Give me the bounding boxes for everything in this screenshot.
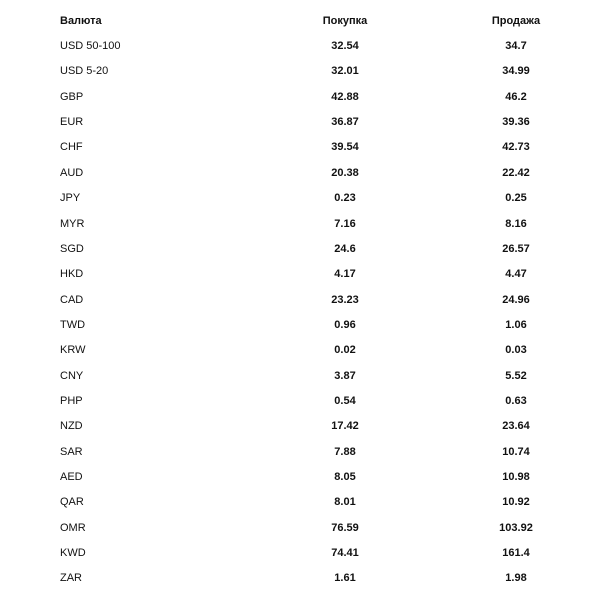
buy-rate: 76.59: [331, 521, 359, 534]
buy-rate: 7.16: [334, 217, 356, 230]
currency-name: HKD: [60, 268, 84, 281]
sell-rate: 8.16: [505, 217, 527, 230]
currency-name: EUR: [60, 116, 84, 129]
currency-name: CHF: [60, 141, 83, 154]
sell-rate: 0.63: [505, 394, 527, 407]
buy-rate: 0.02: [334, 344, 356, 357]
currency-name: SAR: [60, 445, 83, 458]
sell-rate: 0.25: [505, 192, 527, 205]
buy-rate: 20.38: [331, 166, 359, 179]
buy-rate: 0.54: [334, 394, 356, 407]
table-row: [0, 465, 605, 490]
table-row: [0, 135, 605, 160]
buy-rate: 4.17: [334, 268, 356, 281]
sell-rate: 4.47: [505, 268, 527, 281]
buy-rate: 23.23: [331, 293, 359, 306]
header-sell: Продажа: [491, 15, 541, 27]
sell-rate: 10.98: [502, 471, 530, 483]
currency-name: CAD: [60, 293, 84, 306]
table-row: [0, 389, 605, 414]
table-row: [0, 212, 605, 237]
table-row: [0, 34, 605, 59]
sell-rate: 103.92: [499, 521, 533, 534]
currency-name: GBP: [60, 90, 84, 103]
table-row: [0, 237, 605, 262]
table-row: [0, 186, 605, 211]
table-row: [0, 59, 605, 84]
currency-name: SGD: [60, 242, 84, 255]
buy-rate: 8.01: [334, 496, 356, 509]
sell-rate: 23.64: [502, 420, 530, 433]
header-currency: Валюта: [60, 15, 102, 27]
sell-rate: 26.57: [502, 242, 530, 255]
table-header: [0, 9, 605, 34]
sell-rate: 46.2: [505, 90, 527, 103]
currency-name: ZAR: [60, 572, 82, 585]
table-row: [0, 85, 605, 110]
buy-rate: 8.05: [334, 471, 356, 483]
buy-rate: 32.54: [331, 40, 359, 52]
currency-name: QAR: [60, 496, 84, 509]
buy-rate: 3.87: [334, 369, 356, 382]
buy-rate: 36.87: [331, 116, 359, 129]
table-row: [0, 516, 605, 541]
currency-name: USD 50-100: [60, 40, 121, 52]
table-row: [0, 440, 605, 465]
sell-rate: 34.99: [502, 65, 530, 78]
currency-name: MYR: [60, 217, 85, 230]
buy-rate: 1.61: [334, 572, 356, 585]
currency-name: PHP: [60, 394, 83, 407]
sell-rate: 10.74: [502, 445, 530, 458]
table-row: [0, 110, 605, 135]
table-row: [0, 490, 605, 515]
buy-rate: 74.41: [331, 547, 359, 559]
sell-rate: 161.4: [502, 547, 530, 559]
table-row: [0, 313, 605, 338]
table-row: [0, 541, 605, 566]
currency-name: AUD: [60, 166, 84, 179]
currency-name: AED: [60, 471, 83, 483]
currency-name: OMR: [60, 521, 86, 534]
currency-name: CNY: [60, 369, 84, 382]
currency-name: NZD: [60, 420, 83, 433]
buy-rate: 17.42: [331, 420, 359, 433]
table-row: [0, 262, 605, 287]
buy-rate: 39.54: [331, 141, 359, 154]
buy-rate: 0.23: [334, 192, 356, 205]
table-row: [0, 414, 605, 439]
header-buy: Покупка: [322, 15, 368, 27]
sell-rate: 5.52: [505, 369, 527, 382]
sell-rate: 39.36: [502, 116, 530, 129]
buy-rate: 7.88: [334, 445, 356, 458]
sell-rate: 1.06: [505, 318, 527, 331]
table-row: [0, 364, 605, 389]
currency-name: USD 5-20: [60, 65, 109, 78]
buy-rate: 32.01: [331, 65, 359, 78]
sell-rate: 24.96: [502, 293, 530, 306]
currency-name: KRW: [60, 344, 86, 357]
table-row: [0, 288, 605, 313]
table-row: [0, 161, 605, 186]
sell-rate: 1.98: [505, 572, 527, 585]
sell-rate: 0.03: [505, 344, 527, 357]
table-row: [0, 338, 605, 363]
sell-rate: 22.42: [502, 166, 530, 179]
buy-rate: 42.88: [331, 90, 359, 103]
table-row: [0, 566, 605, 591]
sell-rate: 10.92: [502, 496, 530, 509]
buy-rate: 0.96: [334, 318, 356, 331]
buy-rate: 24.6: [334, 242, 356, 255]
currency-name: JPY: [60, 192, 81, 205]
sell-rate: 34.7: [505, 40, 527, 52]
sell-rate: 42.73: [502, 141, 530, 154]
currency-name: TWD: [60, 318, 86, 331]
currency-name: KWD: [60, 547, 86, 559]
